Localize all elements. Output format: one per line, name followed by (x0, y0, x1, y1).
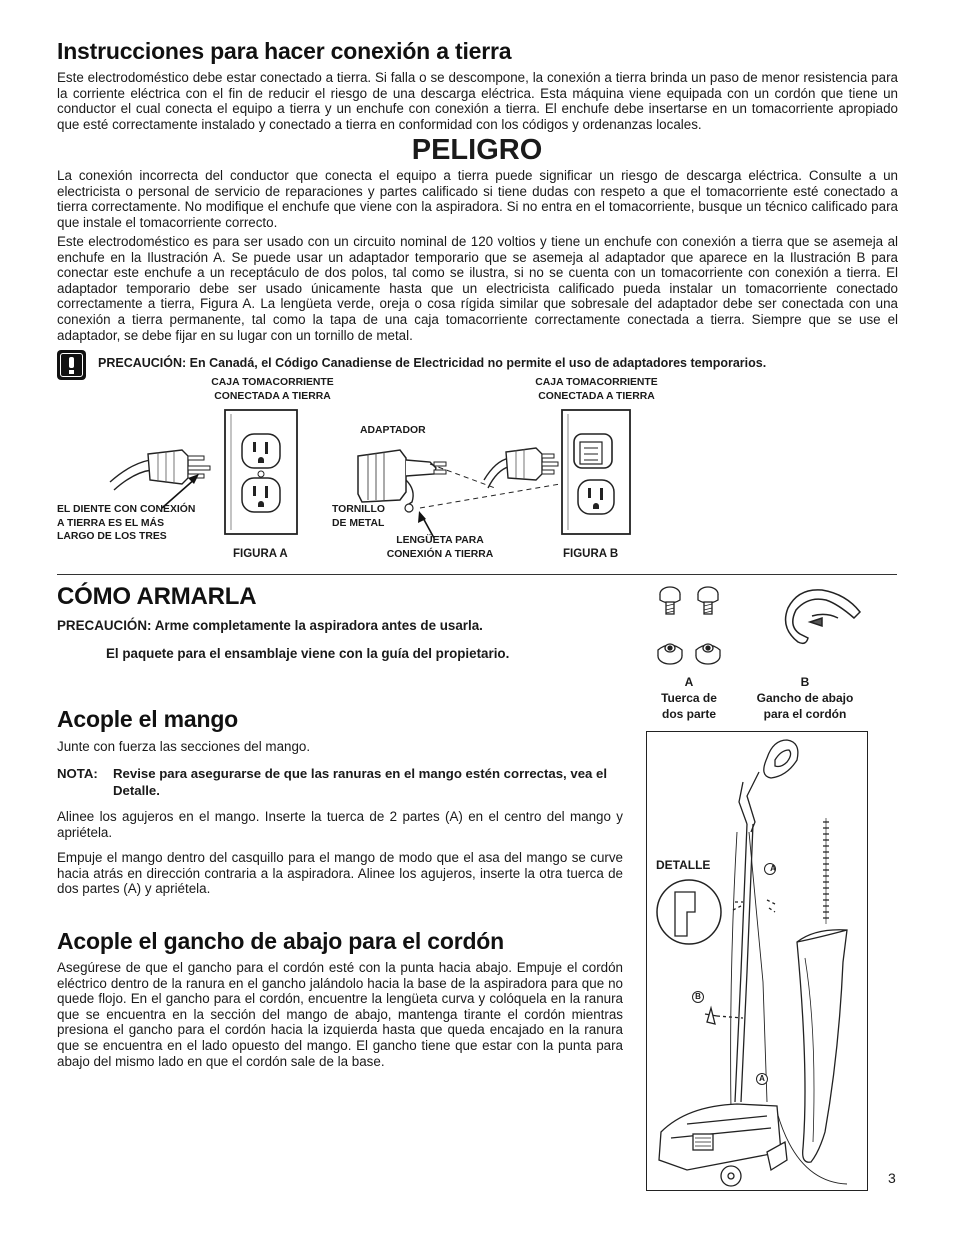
section-divider (57, 574, 897, 575)
cordhook-title: Acople el gancho de abajo para el cordón (57, 928, 504, 954)
package-note: El paquete para el ensamblaje viene con la guía del propietario. (106, 646, 510, 661)
figure-b-caption: FIGURA B (563, 548, 619, 560)
exclamation-icon (57, 350, 86, 380)
figure-a-caption: FIGURA A (233, 548, 288, 560)
tab-label: LENGÜETA PARA CONEXIÓN A TIERRA (386, 535, 494, 560)
handle-title: Acople el mango (57, 706, 239, 732)
grounding-intro: Este electrodoméstico debe estar conectado a tierra. Si falla o se descompone, la conexión a tierra brinda un paso de menor resistencia para la corriente eléctrica con el fin de reducir el riesgo de una descarga eléctrica. Esta máquina viene equipada con un cordón que tiene un conductor el cual conecta el equipo a tierra y un enchufe con conexión a tierra. El enchufe debe insertarse en un tomacorriente apropiado que esté correctamente instalado y conectado a tierra en conformidad con los códigos y ordenanzas locales. (57, 70, 898, 132)
handle-paragraph-2: Alinee los agujeros en el mango. Inserte la tuerca de 2 partes (A) en el centro del mango y apriétela. (57, 809, 623, 840)
handle-note: NOTA: Revise para asegurarse de que las ranuras en el mango estén correctas, vea el Detalle. (57, 766, 608, 798)
danger-paragraph-2: Este electrodoméstico es para ser usado con un circuito nominal de 120 voltios y tiene un enchufe con conexión a tierra que se asemeja al enchufe en la Ilustración A. Se puede usar un adaptador temporario que se asemeja al adaptador que aparece en la Ilustración B para conectar este enchufe a un receptáculo de dos polos, tal como se ilustra, si no se cuenta con un tomacorriente con conexión a tierra. El adaptador temporario debe ser usado únicamente hasta que un electricista calificado pueda instalar un tomacorriente conectado correctamente a tierra, Figura A. La lengüeta verde, oreja o cosa rígida similar que sobresale del adaptador debe ser conectada con una conexión a tierra permanente, tal como la tapa de una caja tomacorriente correctamente conectada a tierra. Siempre que se use el adaptador, se debe fijar en su lugar con un tornillo de metal. (57, 234, 898, 343)
outlet-a-label: CAJA TOMACORRIENTE CONECTADA A TIERRA (211, 377, 334, 402)
callout-a-bottom: A (759, 1074, 765, 1083)
handle-paragraph-1: Junte con fuerza las secciones del mango. (57, 739, 311, 754)
parts-illustration (650, 582, 880, 674)
danger-title: PELIGRO (411, 134, 543, 166)
adapter-label: ADAPTADOR (360, 425, 426, 436)
assembly-caution: PRECAUCIÓN: Arme completamente la aspiradora antes de usarla. (57, 618, 483, 633)
assembly-title: CÓMO ARMARLA (57, 583, 257, 610)
callout-a-top: A (770, 864, 776, 873)
page-number: 3 (888, 1170, 896, 1186)
detail-label: DETALLE (656, 858, 711, 872)
prong-label: EL DIENTE CON CONEXIÓN A TIERRA ES EL MÁS LARGO DE LOS TRES (57, 504, 196, 542)
handle-paragraph-3: Empuje el mango dentro del casquillo para el mango de modo que el asa del mango se curve hacia atrás en dirección contraria a la aspiradora. Alinee los agujeros, inserte la otra tuerca de dos partes (A) y apriétela. (57, 850, 623, 897)
grounding-title: Instrucciones para hacer conexión a tierra (57, 38, 512, 64)
vacuum-diagram (647, 732, 867, 1190)
callout-b: B (695, 992, 701, 1001)
canada-caution: PRECAUCIÓN: En Canadá, el Código Canadiense de Electricidad no permite el uso de adaptadores temporarios. (98, 356, 767, 370)
screw-label: TORNILLO DE METAL (332, 504, 385, 529)
part-b-label: B Gancho de abajo para el cordón (756, 675, 854, 721)
part-a-label: A Tuerca de dos parte (661, 675, 717, 721)
cordhook-paragraph: Asegúrese de que el gancho para el cordón esté con la punta hacia abajo. Empuje el cordón eléctrico dentro de la ranura en el gancho jalándolo hacia la base de la aspiradora para que no quede flojo. En el gancho para el cordón, encuentre la lengüeta curva y colóquela en la ranura que se encuentra en la sección del mango de abajo, mantenga tirante el cordón mientras presiona el gancho para el cordón hacia la izquierda hasta que queda encajado en la ranura que se encuentra en el lado opuesto del mango. El gancho tiene que estar con la punta para abajo del mismo lado en que el cordón sale de la base. (57, 960, 623, 1069)
outlet-b-label: CAJA TOMACORRIENTE CONECTADA A TIERRA (535, 377, 658, 402)
danger-paragraph-1: La conexión incorrecta del conductor que conecta el equipo a tierra puede significar un riesgo de descarga eléctrica. Consulte a un electricista o personal de servicio de reparaciones y partes calificado si tiene dudas con respeto a que el tomacorriente esté conectado a tierra correctamente. No modifique el enchufe que viene con la aspiradora. Si no entra en el tomacorriente, busque un técnico calificado para que instale el tomacorriente correcto. (57, 168, 898, 230)
